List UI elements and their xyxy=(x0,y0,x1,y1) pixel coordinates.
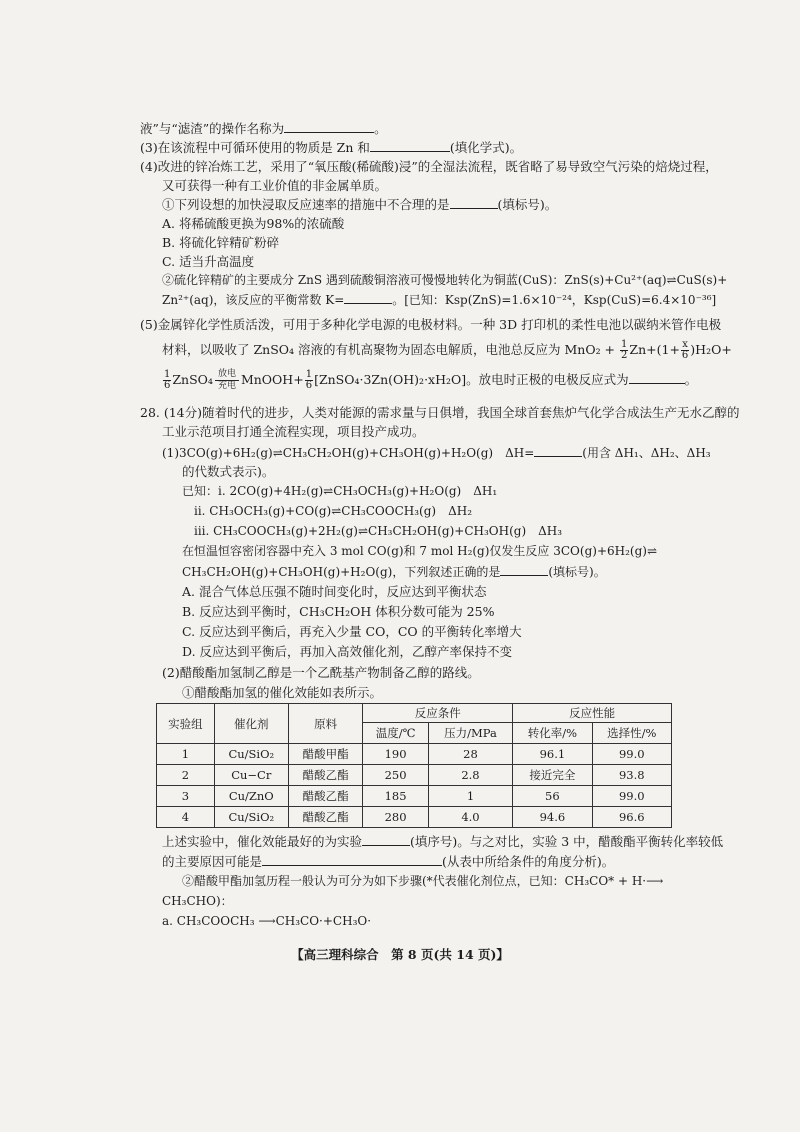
option-28-c: C. 反应达到平衡后，再充入少量 CO，CO 的平衡转化率增大 xyxy=(182,624,522,639)
known-reaction-2: ⅱ. CH₃OCH₃(g)+CO(g)⇌CH₃COOCH₃(g) ΔH₂ xyxy=(194,504,473,518)
question-28-head-b: 工业示范项目打通全流程实现，项目投产成功。 xyxy=(162,424,425,439)
table-row: 4 Cu/SiO₂ 醋酸乙酯 280 4.0 94.6 96.6 xyxy=(157,807,672,828)
condition-line-b: CH₃CH₂OH(g)+CH₃OH(g)+H₂O(g)，下列叙述正确的是 (填标号)。 xyxy=(182,565,606,579)
option-28-b: B. 反应达到平衡时，CH₃CH₂OH 体积分数可能为 25% xyxy=(182,604,495,619)
reason-line: 的主要原因可能是 (从表中所给条件的角度分析)。 xyxy=(162,854,615,869)
header-conversion: 转化率/% xyxy=(513,723,592,744)
question-4-2-line-a: ②硫化锌精矿的主要成分 ZnS 遇到硫酸铜溶液可慢慢地转化为铜蓝(CuS)：ZnS(s)+Cu²⁺(aq)⇌CuS(s)+ xyxy=(162,273,728,287)
answer-blank[interactable] xyxy=(362,833,410,846)
table-row: 1 Cu/SiO₂ 醋酸甲酯 190 28 96.1 99.0 xyxy=(157,744,672,765)
fraction-one-sixth: $\frac{1}{6}$ xyxy=(305,369,313,391)
option-b: B. 将硫化锌精矿粉碎 xyxy=(162,235,280,250)
question-4-2-line-b: Zn²⁺(aq)，该反应的平衡常数 K= 。[已知：Ksp(ZnS)=1.6×10⁻²⁴，Ksp(CuS)=6.4×10⁻³⁶] xyxy=(162,293,717,307)
option-c: C. 适当升高温度 xyxy=(162,254,255,269)
answer-blank[interactable] xyxy=(534,444,582,457)
question-28-head-a: 28. (14分)随着时代的进步，人类对能源的需求量与日俱增，我国全球首套焦炉气化学合成法生产无水乙醇的 xyxy=(140,405,740,420)
question-5-line-a: (5)金属锌化学性质活泼，可用于多种化学电源的电极材料。一种 3D 打印机的柔性电池以碳纳米管作电极 xyxy=(140,317,722,332)
answer-blank[interactable] xyxy=(450,196,498,209)
header-conditions: 反应条件 xyxy=(363,704,513,723)
answer-blank[interactable] xyxy=(500,563,548,576)
answer-blank[interactable] xyxy=(370,139,450,152)
question-28-2-2-b: CH₃CHO)： xyxy=(162,894,233,908)
fraction-one-sixth: $\frac{1}{6}$ xyxy=(164,369,171,391)
header-group: 实验组 xyxy=(157,704,215,744)
question-28-2: (2)醋酸酯加氢制乙醇是一个乙酰基产物制备乙醇的路线。 xyxy=(162,665,480,680)
page-footer: 【高三理科综合 第 8 页(共 14 页)】 xyxy=(291,947,509,962)
option-28-a: A. 混合气体总压强不随时间变化时，反应达到平衡状态 xyxy=(182,584,487,599)
answer-blank[interactable] xyxy=(284,120,374,133)
header-selectivity: 选择性/% xyxy=(592,723,671,744)
header-pressure: 压力/MPa xyxy=(428,723,512,744)
reversible-arrow-icon: 放电 充电 xyxy=(215,370,239,391)
catalyst-performance-table xyxy=(156,703,672,828)
fraction-x-sixth: $\frac{x}{6}$ xyxy=(681,339,689,361)
answer-blank[interactable] xyxy=(262,853,442,866)
line-operation-name: 液”与“滤渣”的操作名称为 。 xyxy=(140,121,387,136)
question-4-line-b: 又可获得一种有工业价值的非金属单质。 xyxy=(162,178,388,193)
question-28-1-b: 的代数式表示)。 xyxy=(182,464,275,479)
header-material: 原料 xyxy=(288,704,363,744)
answer-blank[interactable] xyxy=(629,371,685,384)
table-row: 3 Cu/ZnO 醋酸乙酯 185 1 56 99.0 xyxy=(157,786,672,807)
question-5-line-c: $\frac{1}{6}$ ZnSO₄ 放电 充电 MnOOH+ $\frac{1}{6}$ [ZnSO₄·3Zn(OH)₂·xH₂O]。放电时正极的电极反应式为 。 xyxy=(164,369,698,391)
question-4-1: ①下列设想的加快浸取反应速率的措施中不合理的是 (填标号)。 xyxy=(162,197,558,212)
question-5-line-b: 材料，以吸收了 ZnSO₄ 溶液的有机高聚物为固态电解质，电池总反应为 MnO₂ + $\frac{1}{2}$ Zn+(1+ $\frac{x}{6}$ )H₂O+ xyxy=(162,339,732,361)
step-a: a. CH₃COOCH₃ ⟶CH₃CO·+CH₃O· xyxy=(162,914,372,928)
answer-blank[interactable] xyxy=(344,291,392,304)
question-3: (3)在该流程中可循环使用的物质是 Zn 和 (填化学式)。 xyxy=(140,140,523,155)
header-performance: 反应性能 xyxy=(513,704,672,723)
best-experiment-line: 上述实验中，催化效能最好的为实验 (填序号)。与之对比，实验 3 中，醋酸酯平衡转化率较低 xyxy=(162,834,724,849)
question-28-1: (1)3CO(g)+6H₂(g)⇌CH₃CH₂OH(g)+CH₃OH(g)+H₂O(g) ΔH= (用含 ΔH₁、ΔH₂、ΔH₃ xyxy=(162,446,711,460)
option-28-d: D. 反应达到平衡后，再加入高效催化剂，乙醇产率保持不变 xyxy=(182,644,513,659)
fraction-one-half: $\frac{1}{2}$ xyxy=(621,339,628,361)
question-4-line-a: (4)改进的锌冶炼工艺，采用了“氧压酸(稀硫酸)浸”的全湿法流程，既省略了易导致空气污染的焙烧过程， xyxy=(140,159,718,174)
table-row: 2 Cu−Cr 醋酸乙酯 250 2.8 接近完全 93.8 xyxy=(157,765,672,786)
question-28-2-2-a: ②醋酸甲酯加氢历程一般认为可分为如下步骤(*代表催化剂位点，已知：CH₃CO* + H·⟶ xyxy=(182,874,664,888)
option-a: A. 将稀硫酸更换为98%的浓硫酸 xyxy=(162,216,345,231)
question-28-2-1: ①醋酸酯加氢的催化效能如表所示。 xyxy=(182,685,383,700)
header-temp: 温度/℃ xyxy=(363,723,428,744)
condition-line-a: 在恒温恒容密闭容器中充入 3 mol CO(g)和 7 mol H₂(g)仅发生反应 3CO(g)+6H₂(g)⇌ xyxy=(182,544,658,558)
known-reaction-3: ⅲ. CH₃COOCH₃(g)+2H₂(g)⇌CH₃CH₂OH(g)+CH₃OH(g) ΔH₃ xyxy=(194,524,563,538)
known-reaction-1: 已知：ⅰ. 2CO(g)+4H₂(g)⇌CH₃OCH₃(g)+H₂O(g) ΔH₁ xyxy=(182,484,498,498)
header-catalyst: 催化剂 xyxy=(214,704,288,744)
